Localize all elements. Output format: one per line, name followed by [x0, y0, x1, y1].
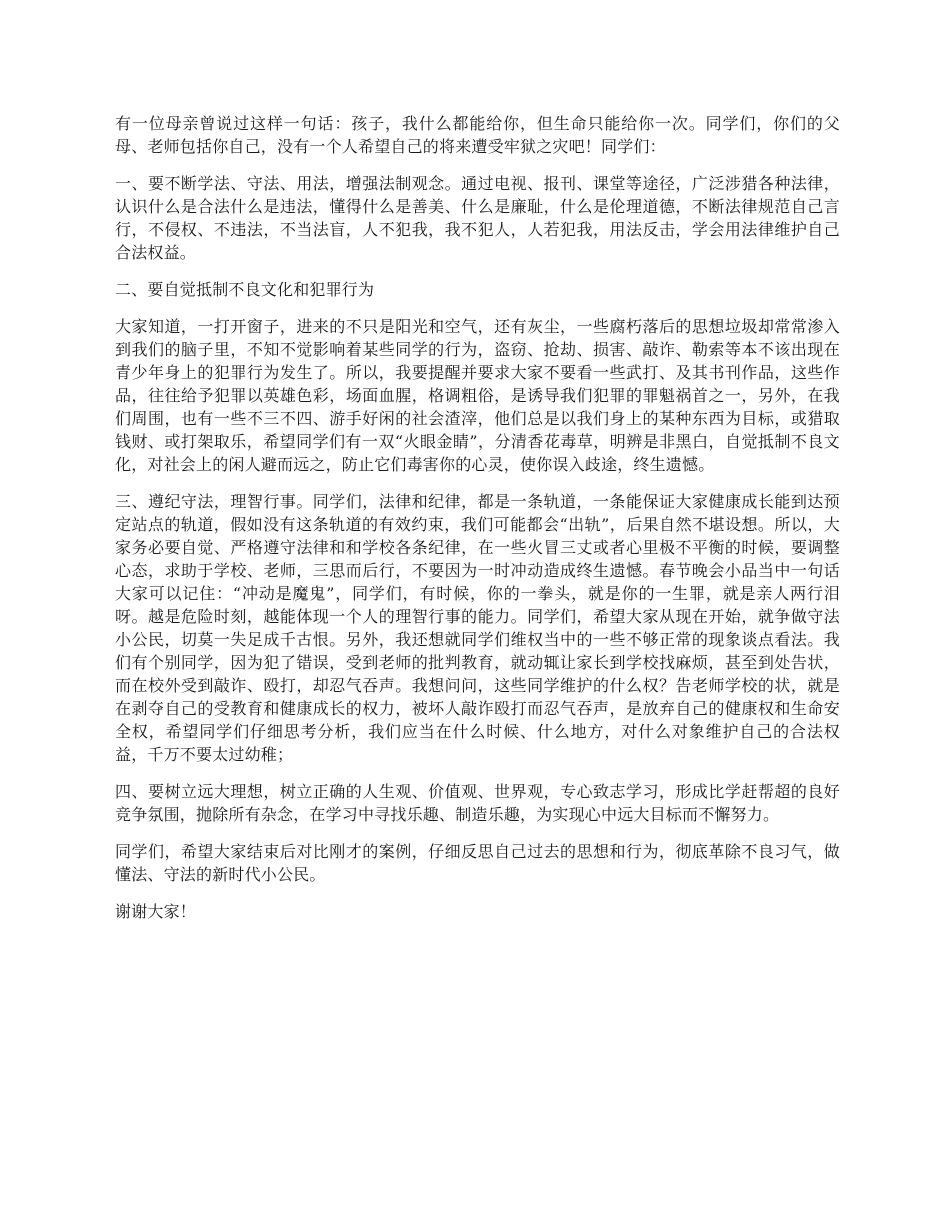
- paragraph-point-two: 大家知道，一打开窗子，进来的不只是阳光和空气，还有灰尘，一些腐朽落后的思想垃圾却常常渗入到我们的脑子里，不知不觉影响着某些同学的行为，盗窃、抢劫、损害、敲诈、勒索等本不该出现在青少年身上的犯罪行为发生了。所以，我要提醒并要求大家不要看一些武打、及其书刊作品，这些作品，往往给予犯罪以英雄色彩，场面血腥，格调粗俗，是诱导我们犯罪的罪魁祸首之一，另外，在我们周围，也有一些不三不四、游手好闲的社会渣滓，他们总是以我们身上的某种东西为目标，或猎取钱财、或打架取乐，希望同学们有一双“火眼金睛”，分清香花毒草，明辨是非黑白，自觉抵制不良文化，对社会上的闲人避而远之，防止它们毒害你的心灵，使你误入歧途，终生遗憾。: [115, 317, 840, 474]
- paragraph-thanks: 谢谢大家！: [115, 902, 197, 921]
- paragraph-point-four: 四、要树立远大理想，树立正确的人生观、价值观、世界观，专心致志学习，形成比学赶帮超的良好竞争氛围，抛除所有杂念，在学习中寻找乐趣、制造乐趣，为实现心中远大目标而不懈努力。: [115, 782, 840, 824]
- paragraph-intro: 有一位母亲曾说过这样一句话：孩子，我什么都能给你，但生命只能给你一次。同学们，你们的父母、老师包括你自己，没有一个人希望自己的将来遭受牢狱之灾吧！同学们：: [115, 114, 840, 156]
- paragraph-heading-two: 二、要自觉抵制不良文化和犯罪行为: [115, 280, 375, 299]
- document-body: [115, 112, 840, 937]
- paragraph-point-one: 一、要不断学法、守法、用法，增强法制观念。通过电视、报刊、课堂等途径，广泛涉猎各种法律，认识什么是合法什么是违法，懂得什么是善美、什么是廉耻，什么是伦理道德，不断法律规范自己言行，不侵权、不违法，不当法盲，人不犯我，我不犯人，人若犯我，用法反击，学会用法律维护自己合法权益。: [115, 174, 840, 262]
- paragraph-conclusion: 同学们，希望大家结束后对比刚才的案例，仔细反思自己过去的思想和行为，彻底革除不良习气，做懂法、守法的新时代小公民。: [115, 842, 840, 884]
- paragraph-point-three: 三、遵纪守法，理智行事。同学们，法律和纪律，都是一条轨道，一条能保证大家健康成长能到达预定站点的轨道，假如没有这条轨道的有效约束，我们可能都会“出轨”，后果自然不堪设想。所以，大家务必要自觉、严格遵守法律和和学校各条纪律，在一些火冒三丈或者心里极不平衡的时候，要调整心态，求助于学校、老师，三思而后行，不要因为一时冲动造成终生遗憾。春节晚会小品当中一句话大家可以记住：“冲动是魔鬼”，同学们，有时候，你的一拳头，就是你的一生罪，就是亲人两行泪呀。越是危险时刻，越能体现一个人的理智行事的能力。同学们，希望大家从现在开始，就争做守法小公民，切莫一失足成千古恨。另外，我还想就同学们维权当中的一些不够正常的现象谈点看法。我们有个别同学，因为犯了错误，受到老师的批判教育，就动辄让家长到学校找麻烦，甚至到处告状，而在校外受到敲诈、殴打，却忍气吞声。我想问问，这些同学维护的什么权？告老师学校的状，就是在剥夺自己的受教育和健康成长的权力，被坏人敲诈殴打而忍气吞声，是放弃自己的健康权和生命安全权，希望同学们仔细思考分析，我们应当在什么时候、什么地方，对什么对象维护自己的合法权益，千万不要太过幼稚；: [115, 492, 840, 764]
